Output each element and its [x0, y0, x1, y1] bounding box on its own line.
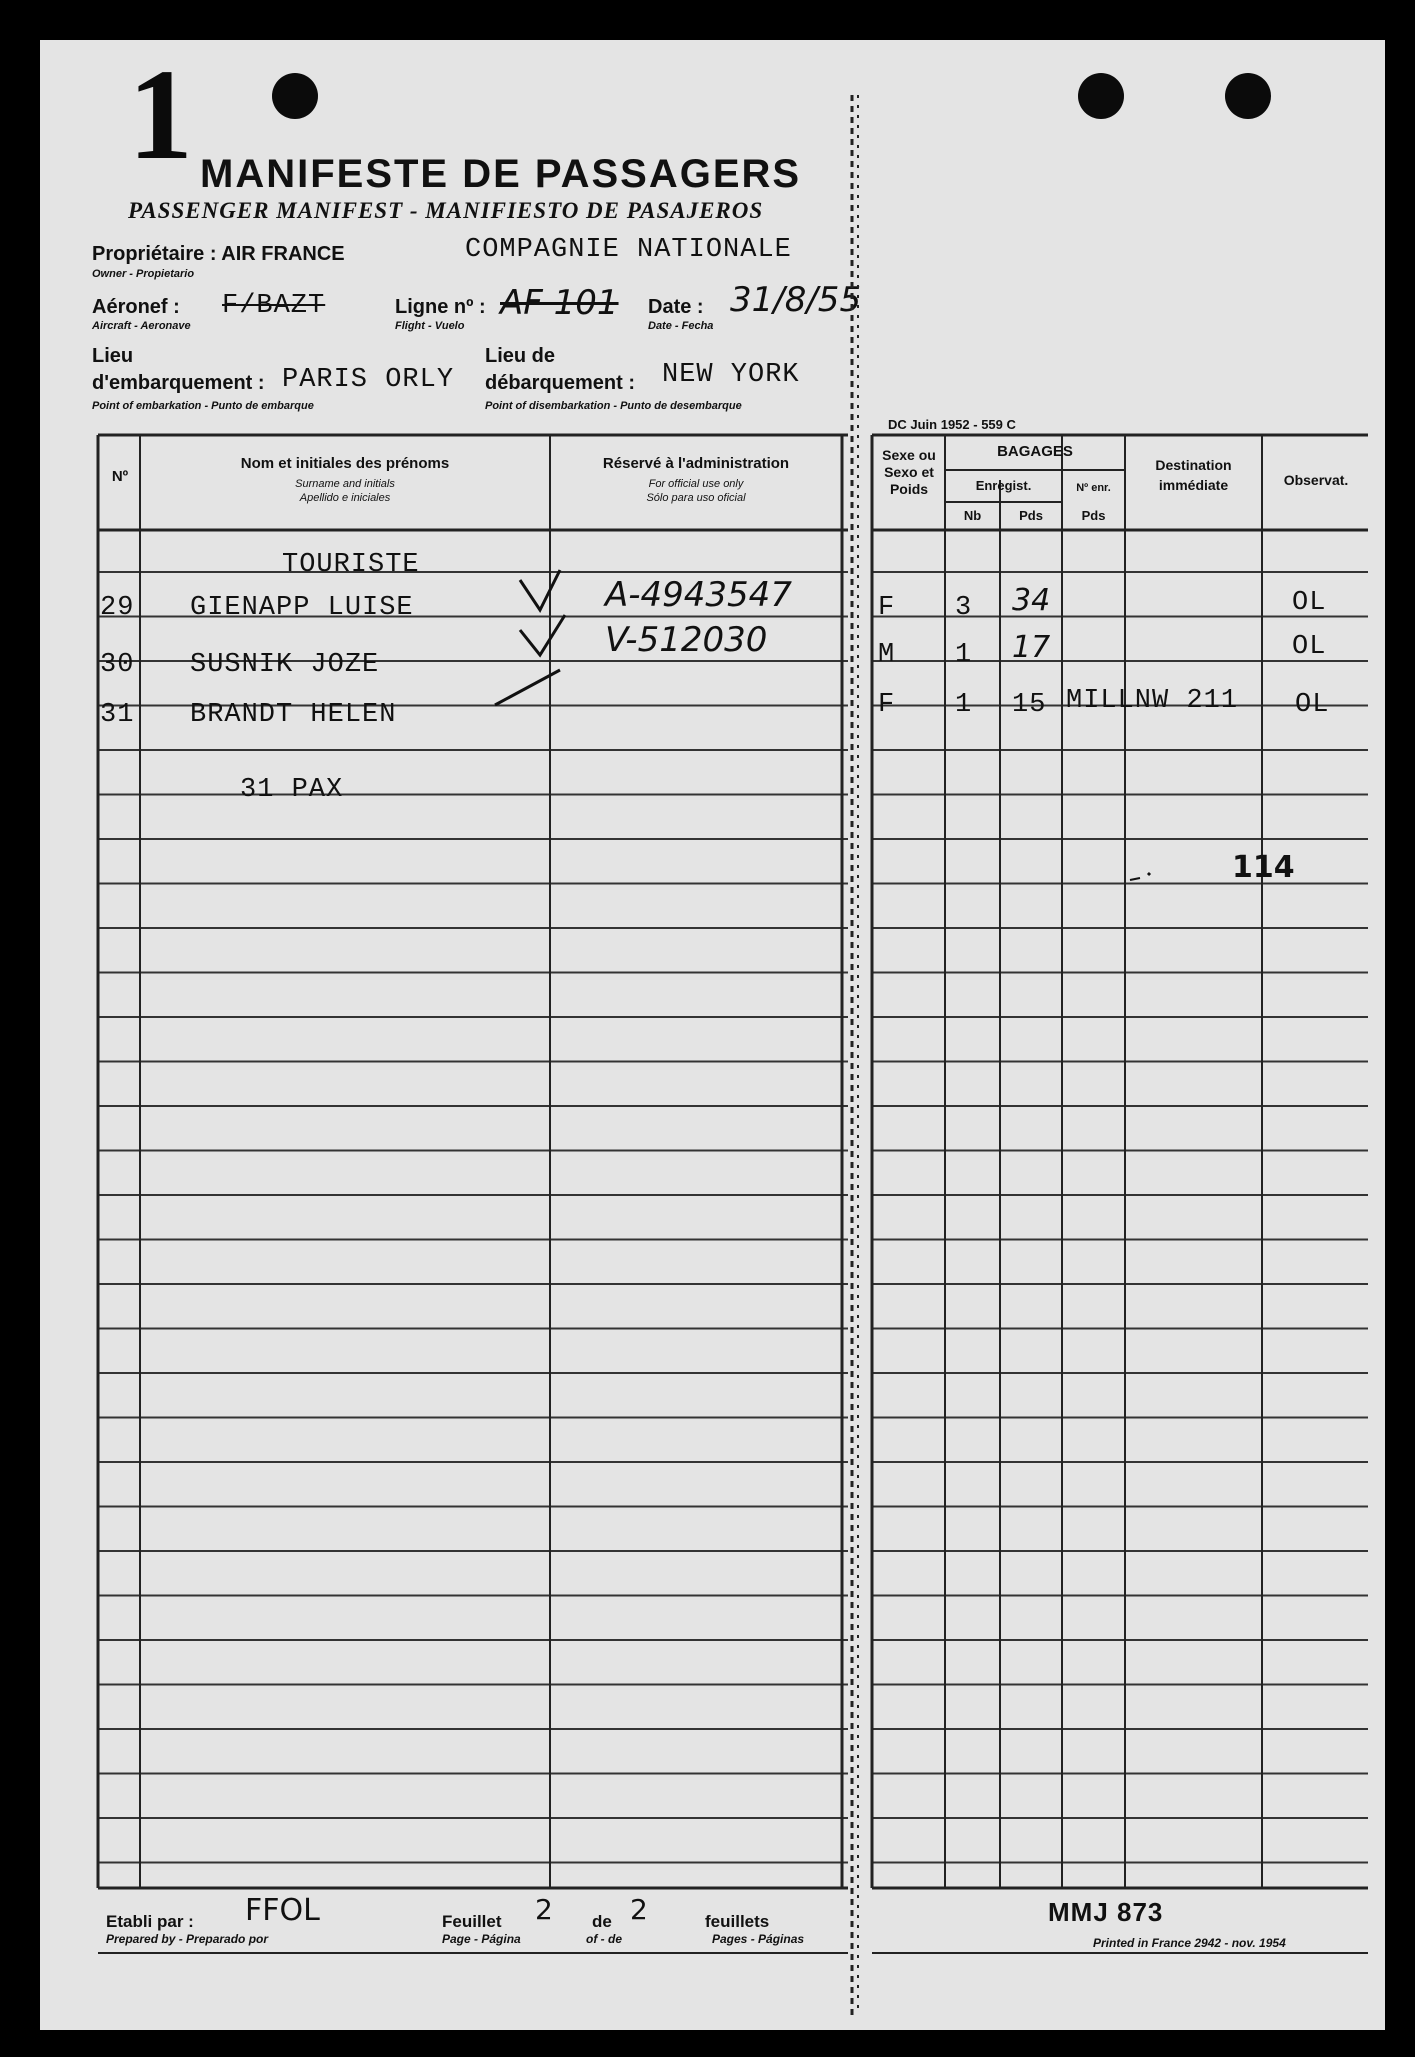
date-label: Date : [648, 296, 704, 318]
embark-label-2: d'embarquement : [92, 372, 265, 394]
passenger-bag-pds: 17 [1012, 630, 1051, 665]
class-label: TOURISTE [282, 550, 420, 580]
disembark-label-1: Lieu de [485, 345, 556, 367]
of-sublabel: of - de [586, 1932, 622, 1946]
manifest-subtitle: PASSENGER MANIFEST - MANIFIESTO DE PASAJEROS [128, 198, 764, 223]
sheet-label: Feuillet [442, 1912, 502, 1931]
passenger-observ: OL [1295, 690, 1330, 720]
passenger-sex: M [878, 640, 896, 670]
col-pds: Pds [1019, 508, 1043, 523]
aircraft-sublabel: Aircraft - Aeronave [92, 320, 191, 332]
passenger-admin: A-4943547 [605, 575, 792, 615]
passenger-bag-pds: 15 [1012, 690, 1047, 720]
of-value: 2 [630, 1893, 648, 1926]
col-nonenr: Nº enr. [1076, 482, 1111, 494]
aircraft-value: F/BAZT [222, 291, 326, 321]
col-destination: Destination immédiate [1155, 457, 1232, 493]
pages-sublabel: Pages - Páginas [712, 1932, 805, 1946]
passenger-name: BRANDT HELEN [190, 700, 397, 730]
col-observ: Observat. [1283, 472, 1349, 488]
flight-label: Ligne nº : [395, 296, 486, 318]
form-code: DC Juin 1952 - 559 C [888, 417, 1016, 432]
footer-rule-right [872, 1952, 1368, 1954]
passenger-name: GIENAPP LUISE [190, 593, 414, 623]
prepared-value: FFOL [245, 1893, 320, 1928]
passenger-name: SUSNIK JOZE [190, 650, 380, 680]
prepared-sublabel: Prepared by - Preparado por [106, 1932, 269, 1946]
page-sublabel: Page - Página [442, 1932, 521, 1946]
col-admin-sub1: For official use only [648, 478, 744, 490]
ref-code: MMJ 873 [1048, 1897, 1164, 1927]
manifest-title: MANIFESTE DE PASSAGERS [200, 152, 802, 196]
passenger-bag-nb: 1 [955, 640, 973, 670]
col-bagages: BAGAGES [997, 443, 1073, 460]
date-sublabel: Date - Fecha [648, 320, 714, 332]
col-no: Nº [111, 468, 129, 485]
passenger-observ: OL [1292, 588, 1327, 618]
prepared-label: Etabli par : [106, 1912, 194, 1931]
passenger-no: 29 [100, 593, 135, 623]
aircraft-label: Aéronef : [92, 296, 180, 318]
hand-total: 114 [1232, 850, 1295, 885]
embark-label-1: Lieu [92, 345, 134, 367]
col-pds2: Pds [1081, 508, 1106, 523]
embark-sublabel: Point of embarkation - Punto de embarque [92, 400, 314, 412]
passenger-bag-nb: 1 [955, 690, 973, 720]
disembark-label-2: débarquement : [485, 372, 636, 394]
flight-value: AF 101 [500, 283, 619, 323]
col-name-sub1: Surname and initials [295, 478, 395, 490]
sheets-label: feuillets [705, 1912, 770, 1931]
date-value: 31/8/55 [730, 280, 862, 320]
owner-value: COMPAGNIE NATIONALE [465, 235, 792, 265]
disembark-value: NEW YORK [662, 360, 800, 390]
passenger-bag-extra: MILLNW 211 [1066, 686, 1239, 716]
col-enregist: Enregist. [975, 478, 1032, 493]
col-sex: Sexe ou Sexo et Poids [882, 447, 936, 497]
passenger-observ: OL [1292, 632, 1327, 662]
col-nb: Nb [963, 508, 982, 523]
disembark-sublabel: Point of disembarkation - Punto de desembarque [485, 400, 742, 412]
col-admin-sub2: Sólo para uso oficial [646, 492, 746, 504]
flight-sublabel: Flight - Vuelo [395, 320, 465, 332]
col-name: Nom et initiales des prénoms [240, 455, 450, 472]
passenger-bag-nb: 3 [955, 593, 973, 623]
passenger-bag-pds: 34 [1012, 583, 1051, 618]
total-pax: 31 PAX [240, 775, 344, 805]
embark-value: PARIS ORLY [282, 365, 455, 395]
owner-label: Propriétaire : AIR FRANCE [92, 243, 345, 265]
owner-sublabel: Owner - Propietario [92, 268, 195, 280]
of-label: de [592, 1912, 612, 1931]
passenger-admin: V-512030 [605, 620, 768, 660]
page-number-mark: 1 [128, 43, 193, 187]
passenger-sex: F [878, 593, 896, 623]
sheet-value: 2 [535, 1893, 553, 1926]
passenger-sex: F [878, 690, 896, 720]
passenger-no: 30 [100, 650, 135, 680]
passenger-no: 31 [100, 700, 135, 730]
printed-note: Printed in France 2942 - nov. 1954 [1093, 1936, 1286, 1950]
col-admin: Réservé à l'administration [602, 455, 790, 472]
footer-rule-left [98, 1952, 848, 1954]
col-name-sub2: Apellido e iniciales [299, 492, 391, 504]
